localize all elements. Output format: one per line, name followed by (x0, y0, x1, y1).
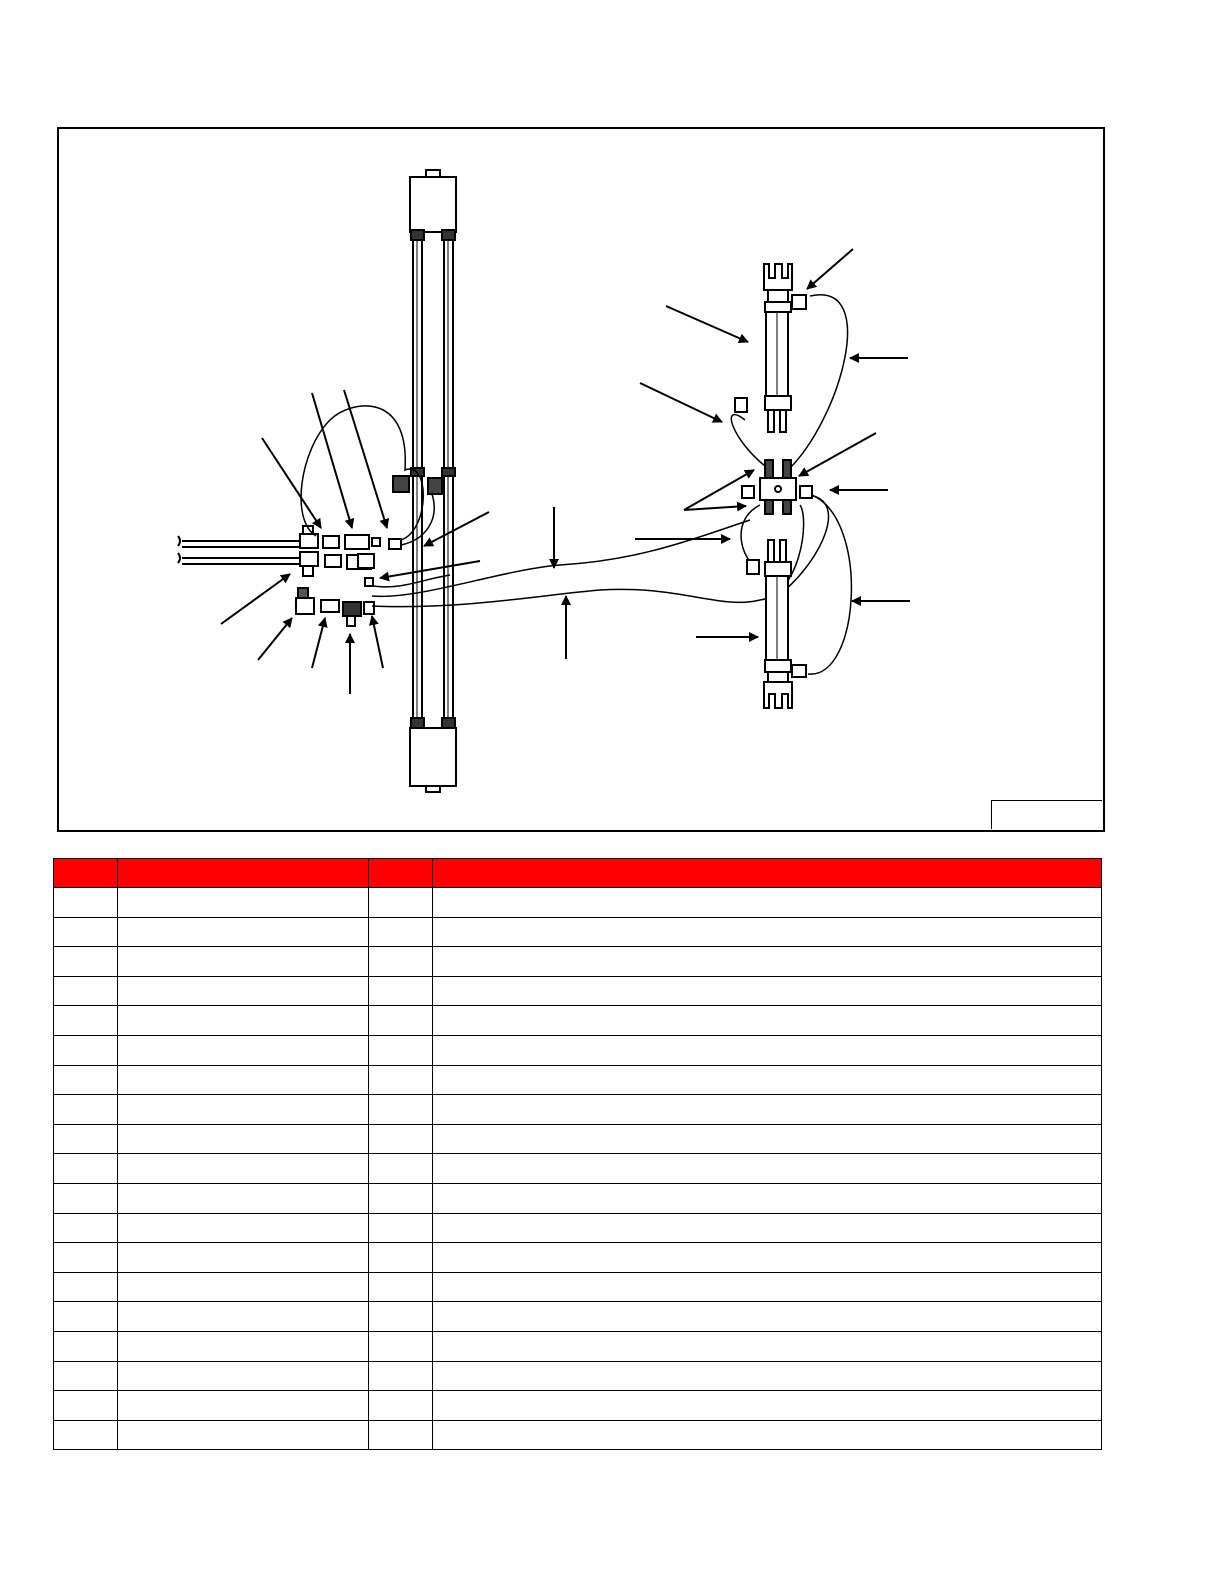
table-cell (118, 976, 369, 1006)
table-cell (433, 1213, 1102, 1243)
table-row (54, 1154, 1102, 1184)
table-cell (433, 1183, 1102, 1213)
table-cell (54, 1302, 118, 1332)
table-row (54, 1065, 1102, 1095)
table-cell (118, 1183, 369, 1213)
table-cell (369, 1243, 433, 1273)
table-row (54, 1361, 1102, 1391)
table-cell (433, 1095, 1102, 1125)
table-cell (433, 1154, 1102, 1184)
table-cell (118, 1124, 369, 1154)
table-row (54, 1183, 1102, 1213)
table-cell (54, 1035, 118, 1065)
table-cell (369, 1420, 433, 1450)
table-cell (433, 976, 1102, 1006)
table-cell (369, 947, 433, 977)
table-cell (118, 1006, 369, 1036)
table-cell (369, 1302, 433, 1332)
table-cell (118, 1095, 369, 1125)
table-cell (118, 1065, 369, 1095)
table-cell (54, 1065, 118, 1095)
table-cell (433, 1124, 1102, 1154)
table-cell (369, 888, 433, 918)
table-cell (54, 1420, 118, 1450)
table-cell (433, 1420, 1102, 1450)
header-cell (54, 859, 118, 888)
table-cell (54, 917, 118, 947)
header-cell (433, 859, 1102, 888)
table-cell (369, 1361, 433, 1391)
table-cell (433, 917, 1102, 947)
table-cell (433, 1361, 1102, 1391)
table-cell (433, 947, 1102, 977)
table-cell (118, 1331, 369, 1361)
table-cell (433, 888, 1102, 918)
table-cell (118, 1391, 369, 1421)
table-row (54, 1035, 1102, 1065)
table-cell (118, 888, 369, 918)
table-row (54, 1124, 1102, 1154)
table-cell (54, 1006, 118, 1036)
table-cell (54, 1183, 118, 1213)
header-cell (118, 859, 369, 888)
table-cell (433, 1243, 1102, 1273)
parts-table (53, 858, 1102, 1450)
header-cell (369, 859, 433, 888)
table-cell (433, 1272, 1102, 1302)
table-row (54, 1272, 1102, 1302)
table-cell (369, 976, 433, 1006)
table-cell (433, 1331, 1102, 1361)
table-cell (54, 1331, 118, 1361)
table-header-row (54, 859, 1102, 888)
table-cell (54, 888, 118, 918)
table-cell (369, 1154, 433, 1184)
title-block (991, 800, 1102, 829)
table-cell (54, 1213, 118, 1243)
table-cell (369, 1095, 433, 1125)
table-row (54, 917, 1102, 947)
table-cell (433, 1035, 1102, 1065)
table-cell (118, 1420, 369, 1450)
table-cell (54, 1154, 118, 1184)
table-cell (54, 1272, 118, 1302)
table-cell (118, 1243, 369, 1273)
parts-table-body (54, 888, 1102, 1450)
table-row (54, 1302, 1102, 1332)
drawing-border (57, 127, 1105, 832)
table-cell (54, 976, 118, 1006)
table-cell (118, 1035, 369, 1065)
table-cell (433, 1391, 1102, 1421)
table-cell (54, 1243, 118, 1273)
table-cell (54, 1391, 118, 1421)
table-cell (118, 1302, 369, 1332)
table-cell (118, 947, 369, 977)
table-cell (369, 1124, 433, 1154)
table-cell (54, 1124, 118, 1154)
table-cell (433, 1065, 1102, 1095)
table-cell (118, 1154, 369, 1184)
table-cell (54, 947, 118, 977)
table-cell (118, 1361, 369, 1391)
table-cell (369, 1272, 433, 1302)
table-row (54, 1420, 1102, 1450)
table-row (54, 1213, 1102, 1243)
table-cell (433, 1006, 1102, 1036)
table-cell (369, 1331, 433, 1361)
table-row (54, 1391, 1102, 1421)
table-cell (369, 1065, 433, 1095)
table-cell (369, 1183, 433, 1213)
table-cell (54, 1095, 118, 1125)
table-row (54, 1243, 1102, 1273)
table-cell (369, 1391, 433, 1421)
table-cell (369, 1213, 433, 1243)
table-cell (369, 917, 433, 947)
table-row (54, 1095, 1102, 1125)
table-cell (118, 1213, 369, 1243)
table-cell (369, 1006, 433, 1036)
table-row (54, 888, 1102, 918)
table-cell (118, 917, 369, 947)
table-cell (118, 1272, 369, 1302)
table-cell (369, 1035, 433, 1065)
table-cell (54, 1361, 118, 1391)
table-row (54, 1331, 1102, 1361)
table-row (54, 947, 1102, 977)
table-cell (433, 1302, 1102, 1332)
table-row (54, 1006, 1102, 1036)
table-row (54, 976, 1102, 1006)
